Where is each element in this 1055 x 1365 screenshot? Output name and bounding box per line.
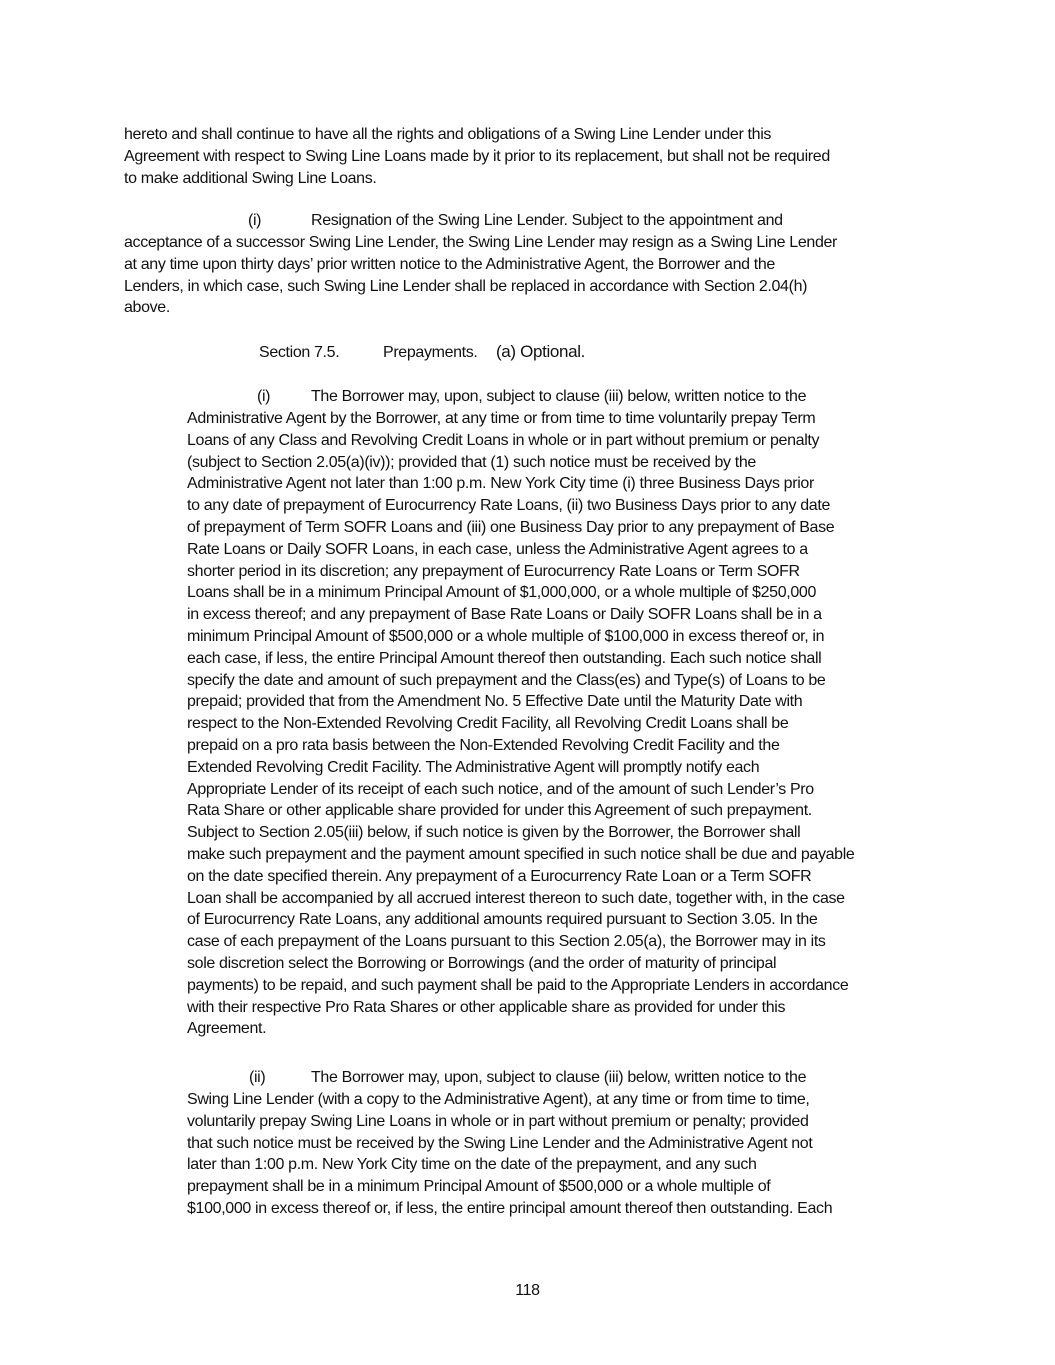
text-line: prepaid; provided that from the Amendment No. 5 Effective Date until the Maturity Date with	[187, 693, 803, 711]
text-line: Rata Share or other applicable share provided for under this Agreement of such prepayment.	[187, 802, 812, 820]
text-line: of prepayment of Term SOFR Loans and (iii) one Business Day prior to any prepayment of Base	[187, 518, 835, 536]
text-line: payments) to be repaid, and such payment shall be paid to the Appropriate Lenders in accordance	[187, 976, 849, 994]
text-line: Loan shall be accompanied by all accrued interest thereon to such date, together with, in the case	[187, 889, 845, 907]
text-line: above.	[124, 299, 170, 317]
section-subtitle: (a) Optional.	[496, 342, 585, 361]
text-line: Agreement with respect to Swing Line Loans made by it prior to its replacement, but shall not be required	[124, 147, 830, 165]
paragraph-resignation	[124, 232, 837, 319]
text-line: prepaid on a pro rata basis between the Non-Extended Revolving Credit Facility and the	[187, 736, 780, 754]
text-line: shorter period in its discretion; any prepayment of Eurocurrency Rate Loans or Term SOFR	[187, 562, 800, 580]
text-line: Swing Line Lender (with a copy to the Administrative Agent), at any time or from time to time,	[187, 1091, 810, 1108]
clause-number: (i)	[257, 388, 271, 405]
text-line: make such prepayment and the payment amount specified in such notice shall be due and payable	[187, 845, 855, 863]
text-line: case of each prepayment of the Loans pursuant to this Section 2.05(a), the Borrower may in its	[187, 933, 826, 951]
paragraph-optional-prepayment-i	[187, 408, 854, 1040]
text-line: Extended Revolving Credit Facility. The Administrative Agent will promptly notify each	[187, 758, 760, 776]
paragraph-optional-prepayment-ii	[187, 1089, 832, 1220]
text-line: hereto and shall continue to have all the rights and obligations of a Swing Line Lender under this	[124, 126, 772, 143]
clause-first-line: The Borrower may, upon, subject to clause (iii) below, written notice to the	[311, 388, 807, 405]
text-line: to make additional Swing Line Loans.	[124, 169, 377, 187]
text-line: Subject to Section 2.05(iii) below, if such notice is given by the Borrower, the Borrower shall	[187, 824, 801, 842]
text-line: of Eurocurrency Rate Loans, any additional amounts required pursuant to Section 3.05. In the	[187, 911, 818, 929]
text-line: acceptance of a successor Swing Line Lender, the Swing Line Lender may resign as a Swing Line Lender	[124, 234, 838, 251]
clause-number: (i)	[248, 212, 262, 229]
text-line: sole discretion select the Borrowing or Borrowings (and the order of maturity of principal	[187, 954, 777, 972]
page-number: 118	[515, 1282, 540, 1299]
text-line: Agreement.	[187, 1020, 267, 1038]
text-line: Administrative Agent not later than 1:00 p.m. New York City time (i) three Business Days prior	[187, 475, 814, 493]
text-line: $100,000 in excess thereof or, if less, the entire principal amount thereof then outstanding. Each	[187, 1199, 833, 1217]
text-line: minimum Principal Amount of $500,000 or a whole multiple of $100,000 in excess thereof or, in	[187, 627, 825, 645]
clause-first-line: The Borrower may, upon, subject to clause (iii) below, written notice to the	[311, 1069, 807, 1086]
text-line: specify the date and amount of such prepayment and the Class(es) and Type(s) of Loans to be	[187, 671, 826, 689]
text-line: Administrative Agent by the Borrower, at any time or from time to time voluntarily prepay Term	[187, 410, 816, 427]
paragraph-swing-line-continuation	[124, 124, 830, 189]
text-line: prepayment shall be in a minimum Principal Amount of $500,000 or a whole multiple of	[187, 1178, 771, 1196]
text-line: Appropriate Lender of its receipt of each such notice, and of the amount of such Lender’s Pro	[187, 780, 814, 798]
text-line: Loans shall be in a minimum Principal Amount of $1,000,000, or a whole multiple of $250,000	[187, 584, 816, 602]
text-line: that such notice must be received by the Swing Line Lender and the Administrative Agent not	[187, 1134, 813, 1152]
text-line: Rate Loans or Daily SOFR Loans, in each case, unless the Administrative Agent agrees to a	[187, 540, 808, 558]
section-title: Prepayments.	[383, 344, 478, 361]
text-line: respect to the Non-Extended Revolving Credit Facility, all Revolving Credit Loans shall be	[187, 715, 789, 733]
text-line: Lenders, in which case, such Swing Line Lender shall be replaced in accordance with Section 2.04(h)	[124, 277, 808, 295]
section-number: Section 7.5.	[259, 344, 340, 361]
text-line: each case, if less, the entire Principal Amount thereof then outstanding. Each such notice shall	[187, 649, 822, 667]
text-line: later than 1:00 p.m. New York City time on the date of the prepayment, and any such	[187, 1156, 757, 1174]
text-line: at any time upon thirty days’ prior written notice to the Administrative Agent, the Borrower and the	[124, 255, 775, 273]
text-line: to any date of prepayment of Eurocurrency Rate Loans, (ii) two Business Days prior to any date	[187, 497, 830, 515]
text-line: (subject to Section 2.05(a)(iv)); provided that (1) such notice must be received by the	[187, 453, 756, 471]
text-line: voluntarily prepay Swing Line Loans in whole or in part without premium or penalty; provided	[187, 1112, 809, 1130]
text-line: on the date specified therein. Any prepayment of a Eurocurrency Rate Loan or a Term SOFR	[187, 867, 812, 885]
text-line: with their respective Pro Rata Shares or other applicable share as provided for under this	[187, 998, 786, 1016]
text-line: in excess thereof; and any prepayment of Base Rate Loans or Daily SOFR Loans shall be in a	[187, 606, 822, 624]
text-line: Loans of any Class and Revolving Credit Loans in whole or in part without premium or penalty	[187, 431, 820, 449]
clause-number: (ii)	[249, 1069, 266, 1086]
clause-first-line: Resignation of the Swing Line Lender. Subject to the appointment and	[311, 212, 783, 229]
